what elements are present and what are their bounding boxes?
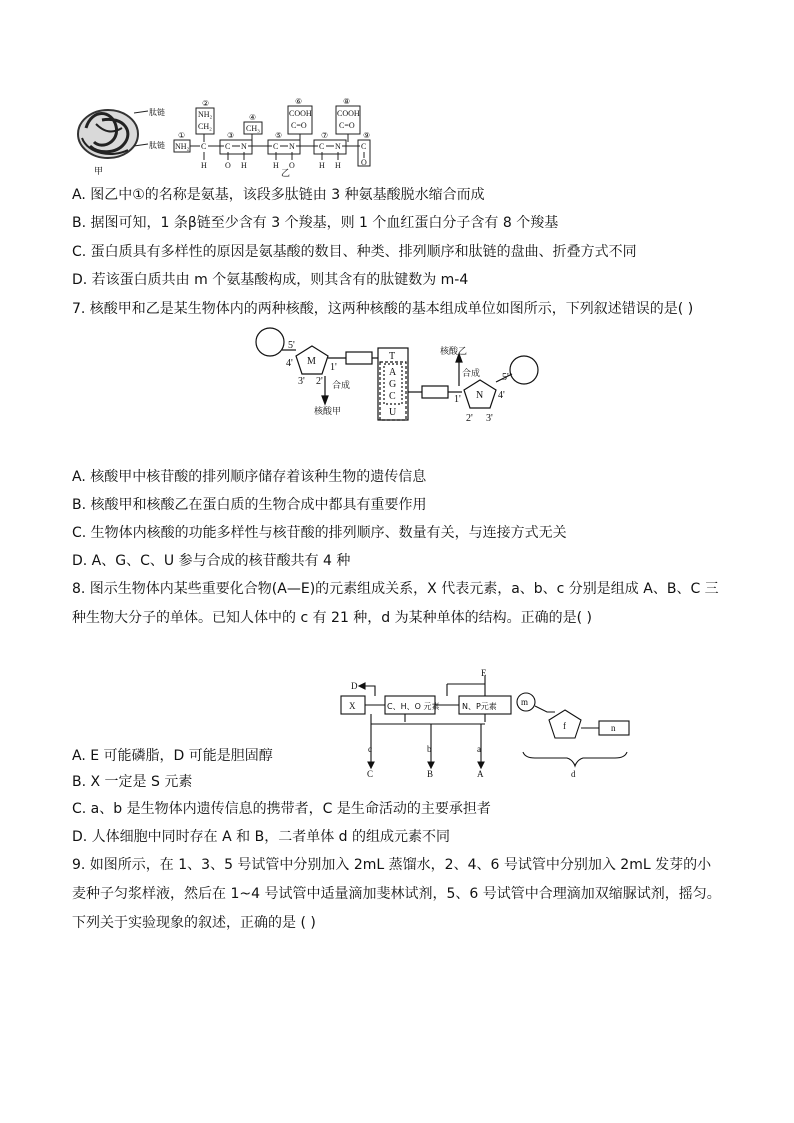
label-cho-elements: C、H、O 元素 xyxy=(387,702,440,711)
group-ch2: CH₂ xyxy=(198,122,212,131)
atom-c3: C xyxy=(273,142,279,151)
circle-num-1: ① xyxy=(178,131,186,140)
right-c1-label: 1' xyxy=(454,394,461,405)
label-np-elements: N、P元素 xyxy=(462,702,497,711)
atom-n1: N xyxy=(241,142,247,151)
left-c3-label: 3' xyxy=(298,376,305,387)
atom-n3: N xyxy=(335,142,341,151)
atom-o3: O xyxy=(361,158,367,167)
atom-c5: C xyxy=(361,142,367,151)
q8-option-a: A. E 可能磷脂，D 可能是胆固醇 xyxy=(72,748,273,764)
right-c4-label: 4' xyxy=(498,390,505,401)
arrow-label-synth-down: 合成 xyxy=(332,381,351,391)
label-m: m xyxy=(521,697,529,707)
circle-num-9: ⑨ xyxy=(363,131,371,140)
q7-option-b: B. 核酸甲和核酸乙在蛋白质的生物合成中都具有重要作用 xyxy=(72,497,427,513)
circle-num-3: ③ xyxy=(227,131,235,140)
label-x: X xyxy=(349,701,356,711)
group-cooh-1: COOH xyxy=(289,109,312,118)
label-a-lower: a xyxy=(477,744,481,754)
q8-option-b: B. X 一定是 S 元素 xyxy=(72,774,193,790)
atom-h1: H xyxy=(201,161,207,170)
q6-option-b: B. 据图可知，1 条β链至少含有 3 个羧基，则 1 个血红蛋白分子含有 8 个羧基 xyxy=(72,215,559,231)
peptide-label-bottom: 肽链 xyxy=(149,141,165,150)
figure-element-composition xyxy=(335,668,635,780)
base-t: T xyxy=(389,351,396,362)
label-f: f xyxy=(563,721,566,731)
figure-hemoglobin-peptide xyxy=(72,98,382,178)
atom-o1: O xyxy=(225,161,231,170)
right-c3-label: 3' xyxy=(486,413,493,424)
atom-n2: N xyxy=(289,142,295,151)
label-b-lower: b xyxy=(427,744,432,754)
hemoglobin-structure-image xyxy=(78,110,138,158)
q6-option-c: C. 蛋白质具有多样性的原因是氨基酸的数目、种类、排列顺序和肽链的盘曲、折叠方式不同 xyxy=(72,244,637,260)
label-c-upper: C xyxy=(367,769,374,779)
arrow-label-synth-up: 合成 xyxy=(462,369,481,379)
figure-label-jia: 甲 xyxy=(94,167,104,177)
circle-num-6: ⑥ xyxy=(295,98,303,106)
nucleic-acid-jia-label: 核酸甲 xyxy=(314,407,342,417)
q7-option-a: A. 核酸甲中核苷酸的排列顺序储存着该种生物的遗传信息 xyxy=(72,469,427,485)
label-d-upper: D xyxy=(351,681,358,691)
circle-num-2: ② xyxy=(202,99,210,108)
atom-h4: H xyxy=(319,161,325,170)
figure-label-yi: 乙 xyxy=(281,169,291,178)
group-ch3: CH₃ xyxy=(246,124,260,133)
label-a-upper: A xyxy=(477,769,484,779)
peptide-chain xyxy=(174,98,370,178)
right-c2-label: 2' xyxy=(466,413,473,424)
q8-option-c: C. a、b 是生物体内遗传信息的携带者，C 是生命活动的主要承担者 xyxy=(72,801,491,817)
circle-num-8: ⑧ xyxy=(343,98,351,106)
group-nh2-end: NH₂ xyxy=(175,142,190,151)
group-cooh-2: COOH xyxy=(337,109,360,118)
figure-nucleotides xyxy=(254,326,544,426)
atom-h2: H xyxy=(241,161,247,170)
left-c1-label: 1' xyxy=(330,362,337,373)
atom-o2: O xyxy=(289,161,295,170)
group-nh2: NH₂ xyxy=(198,110,213,119)
atom-c1: C xyxy=(201,142,207,151)
base-a: A xyxy=(389,367,397,378)
label-c-lower: c xyxy=(368,744,372,754)
nucleic-acid-yi-label: 核酸乙 xyxy=(440,347,468,357)
base-u: U xyxy=(389,407,397,418)
group-co-1: C=O xyxy=(291,121,307,130)
circle-num-4: ④ xyxy=(249,113,257,122)
group-co-2: C=O xyxy=(339,121,355,130)
q7-option-d: D. A、G、C、U 参与合成的核苷酸共有 4 种 xyxy=(72,553,351,569)
right-c5-label: 5' xyxy=(502,372,509,383)
left-c5-label: 5' xyxy=(288,340,295,351)
q9-stem: 9. 如图所示，在 1、3、5 号试管中分别加入 2mL 蒸馏水，2、4、6 号试管中分别加入 2mL 发芽的小麦种子匀浆样液，然后在 1~4 号试管中适量滴加斐林试剂，5、6 号试管中合理滴加双缩脲试剂，摇匀。下列关于实验现象的叙述，正确的是 ( ) xyxy=(72,857,721,931)
base-c: C xyxy=(389,391,396,402)
circle-num-5: ⑤ xyxy=(275,131,283,140)
atom-h5: H xyxy=(335,161,341,170)
label-b-upper: B xyxy=(427,769,434,779)
q7-stem: 7. 核酸甲和乙是某生物体内的两种核酸，这两种核酸的基本组成单位如图所示，下列叙述错误的是( ) xyxy=(72,301,694,317)
atom-c2: C xyxy=(225,142,231,151)
circle-num-7: ⑦ xyxy=(321,131,329,140)
sugar-n-label: N xyxy=(476,390,484,401)
sugar-m-label: M xyxy=(307,356,316,367)
atom-h3: H xyxy=(273,161,279,170)
left-c4-label: 4' xyxy=(286,358,293,369)
left-c2-label: 2' xyxy=(316,376,323,387)
label-e: E xyxy=(481,668,487,678)
base-g: G xyxy=(389,379,397,390)
label-n: n xyxy=(611,723,616,733)
q7-option-c: C. 生物体内核酸的功能多样性与核苷酸的排列顺序、数量有关，与连接方式无关 xyxy=(72,525,567,541)
q6-option-d: D. 若该蛋白质共由 m 个氨基酸构成，则其含有的肽键数为 m-4 xyxy=(72,272,469,288)
q8-option-d: D. 人体细胞中同时存在 A 和 B，二者单体 d 的组成元素不同 xyxy=(72,829,450,845)
q8-stem: 8. 图示生物体内某些重要化合物(A—E)的元素组成关系，X 代表元素，a、b、c 分别是组成 A、B、C 三种生物大分子的单体。已知人体中的 c 有 21 种，d 为某种单体的结构。正确的是( ) xyxy=(72,581,719,626)
label-d-lower: d xyxy=(571,769,576,779)
q6-option-a: A. 图乙中①的名称是氨基，该段多肽链由 3 种氨基酸脱水缩合而成 xyxy=(72,187,485,203)
atom-c4: C xyxy=(319,142,325,151)
peptide-label-top: 肽链 xyxy=(149,108,165,117)
